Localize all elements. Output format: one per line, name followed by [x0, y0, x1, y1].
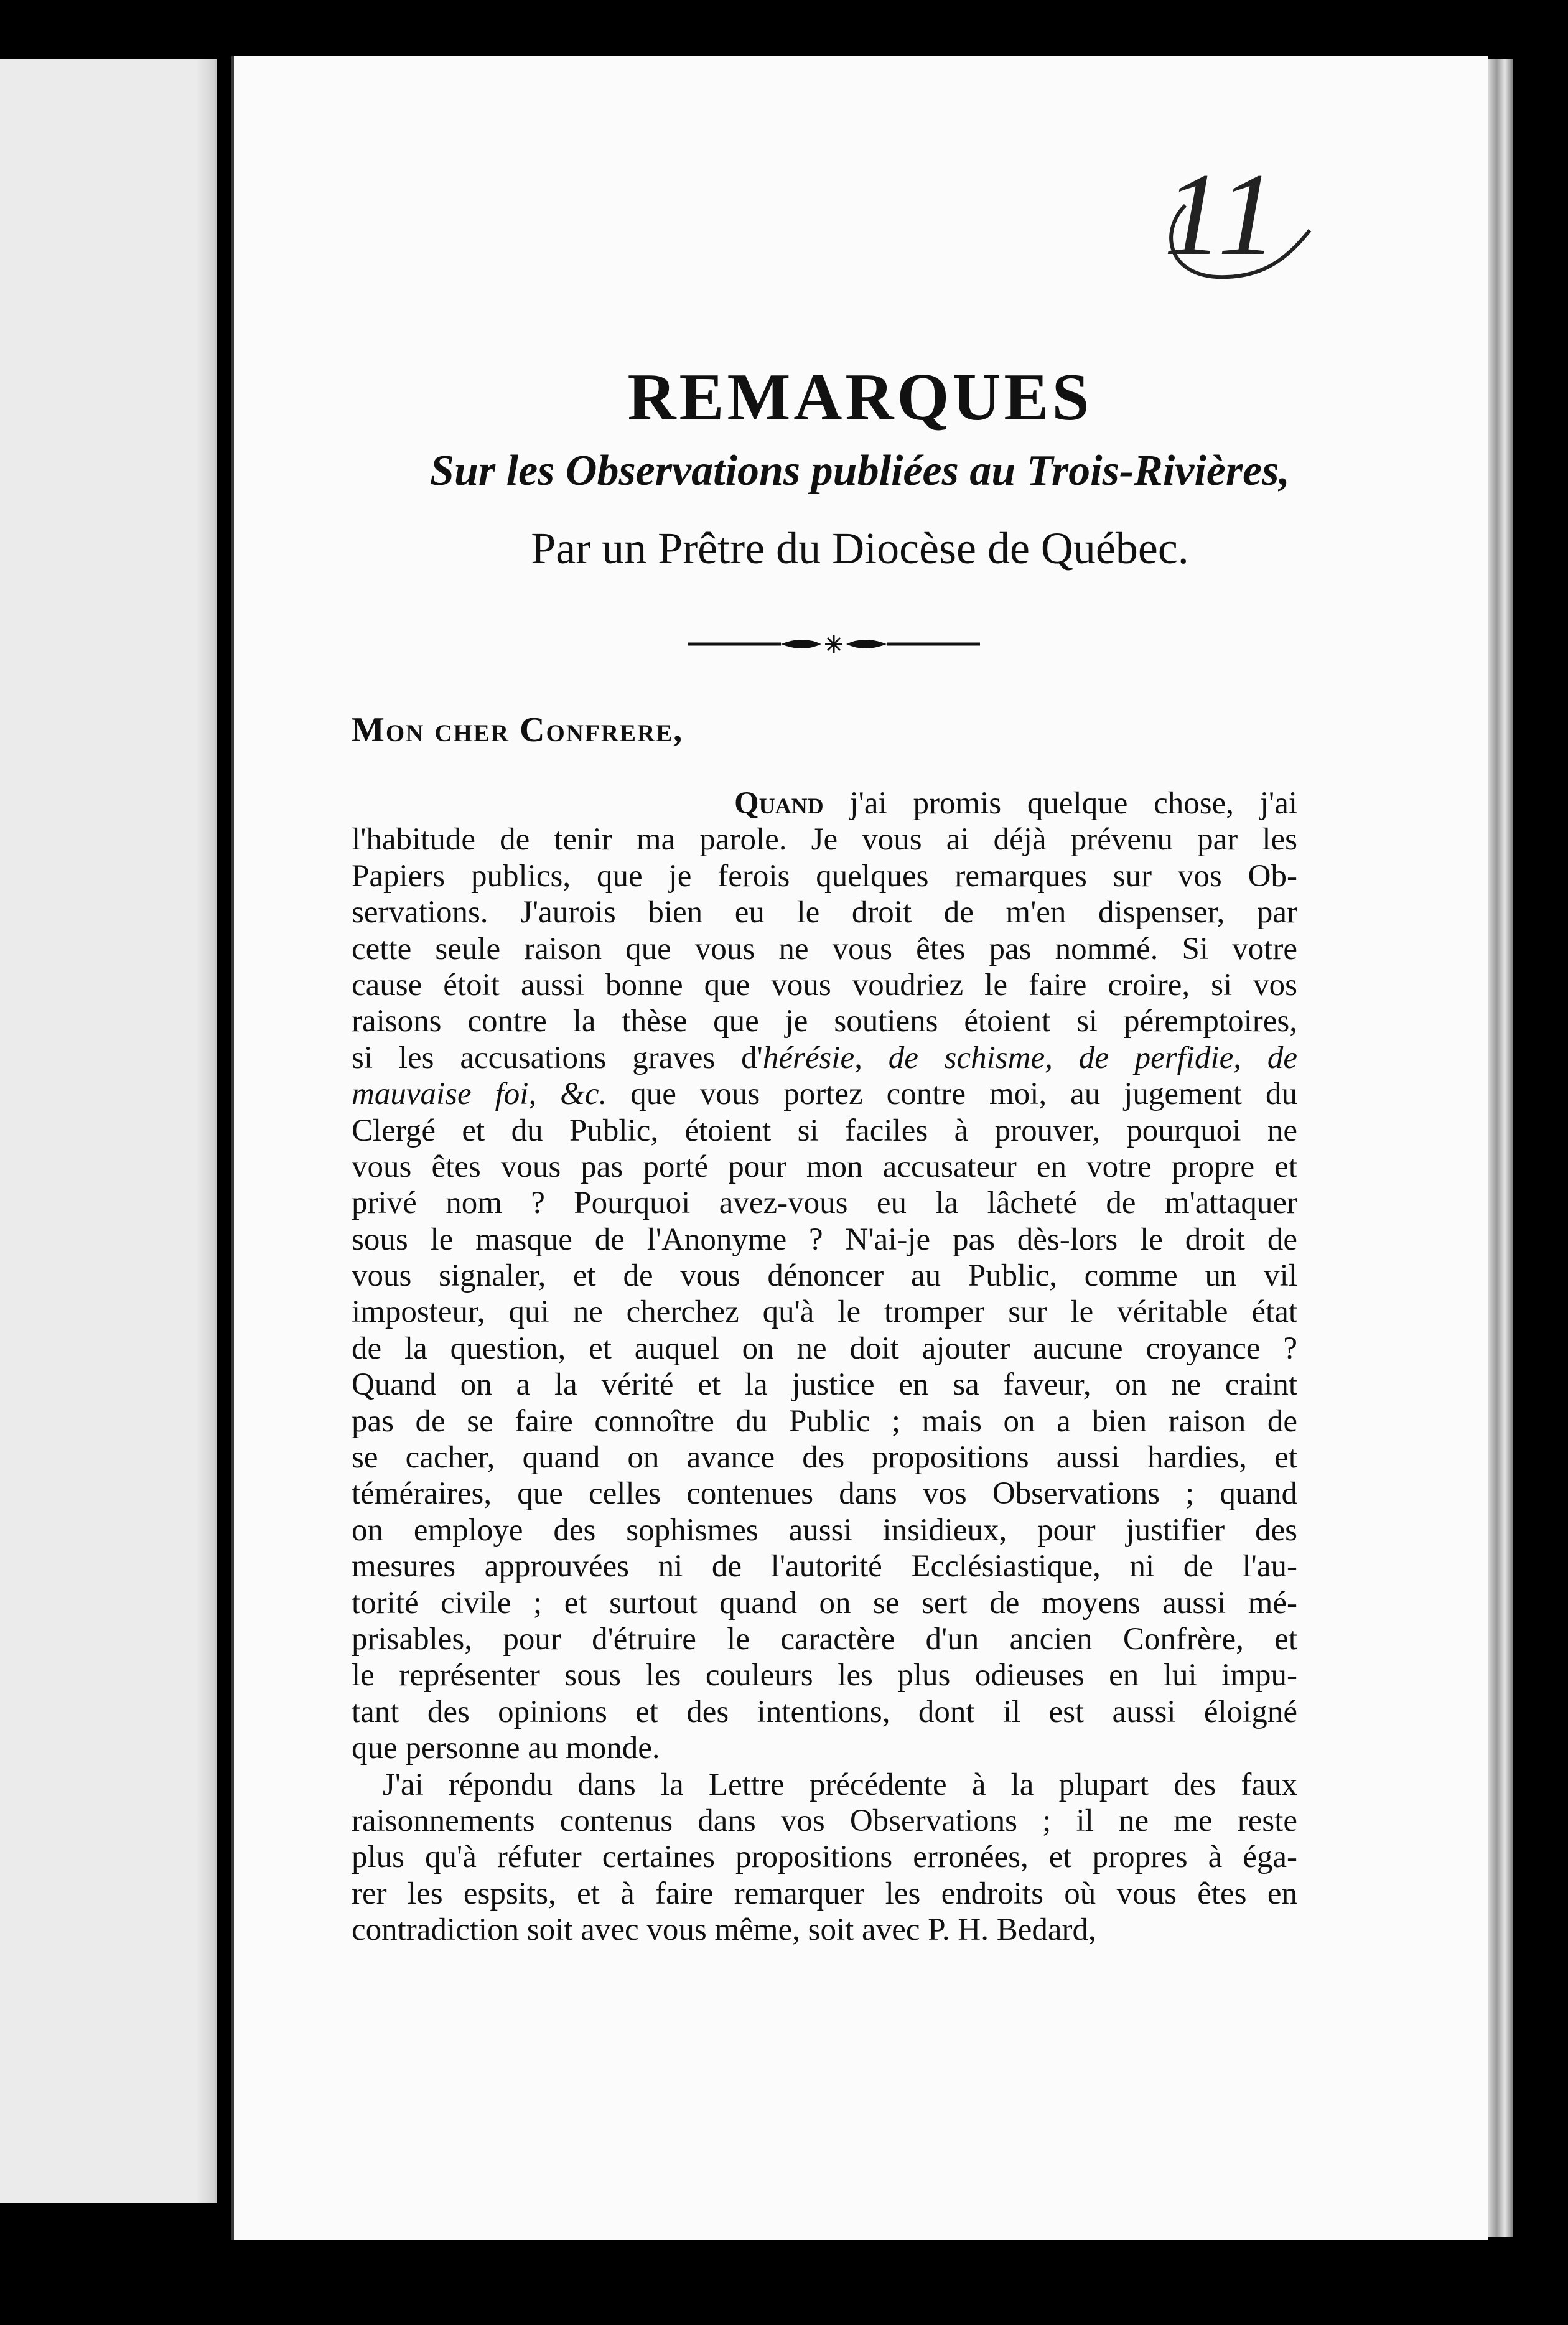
- text-run: cause étoit aussi bonne que vous voudriez le faire croire, si vos: [352, 967, 1297, 1003]
- text-line: [352, 1439, 1297, 1476]
- text-run: vous signaler, et de vous dénoncer au Public, comme un vil: [352, 1258, 1297, 1294]
- body-text: [352, 785, 1297, 1948]
- salutation: Mon cher Confrere,: [352, 711, 684, 749]
- italic-text: mauvaise foi, &c.: [352, 1077, 607, 1112]
- text-run: mesures approuvées ni de l'autorité Ecclésiastique, ni de l'au-: [352, 1549, 1297, 1584]
- text-run: on employe des sophismes aussi insidieux, pour justifier des: [352, 1512, 1297, 1548]
- text-line: [352, 1403, 1297, 1439]
- text-run: torité civile ; et surtout quand on se sert de moyens aussi mé-: [352, 1585, 1297, 1621]
- italic-text: hérésie, de schisme, de perfidie, de: [762, 1040, 1297, 1075]
- text-run: se cacher, quand on avance des propositions aussi hardies, et: [352, 1440, 1297, 1476]
- text-line: [352, 894, 1297, 930]
- text-run: J'ai répondu dans la Lettre précédente à la plupart des faux: [383, 1767, 1297, 1802]
- text-run: j'ai promis quelque chose, j'ai: [823, 786, 1297, 821]
- text-line: [352, 1331, 1297, 1367]
- author-byline: Par un Prêtre du Diocèse de Québec.: [531, 523, 1189, 573]
- text-run: téméraires, que celles contenues dans vos Observations ; quand: [352, 1476, 1297, 1512]
- text-run: si les accusations graves d': [352, 1040, 763, 1075]
- text-line: [352, 1476, 1297, 1512]
- text-run: raisons contre la thèse que je soutiens étoient si péremptoires,: [352, 1004, 1297, 1039]
- text-line: [352, 1512, 1297, 1548]
- small-caps-text: Quand: [734, 786, 824, 821]
- text-line: [352, 1839, 1297, 1875]
- text-run: prisables, pour d'étruire le caractère d'un ancien Confrère, et: [352, 1621, 1297, 1657]
- text-run: l'habitude de tenir ma parole. Je vous ai déjà prévenu par les: [352, 822, 1297, 858]
- page-title: REMARQUES: [627, 360, 1093, 434]
- text-line: [352, 931, 1297, 967]
- text-line: [352, 1803, 1297, 1839]
- folio-bracket-mark: [1160, 193, 1322, 286]
- text-line: [352, 1730, 1297, 1766]
- text-line: [352, 785, 1297, 821]
- text-run: Quand on a la vérité et la justice en sa faveur, on ne craint: [352, 1367, 1297, 1403]
- facing-page: [0, 59, 217, 2203]
- text-run: servations. J'aurois bien eu le droit de m'en dispenser, par: [352, 895, 1297, 930]
- text-run: vous êtes vous pas porté pour mon accusateur en votre propre et: [352, 1149, 1297, 1184]
- text-line: [352, 1876, 1297, 1912]
- text-line: [352, 1040, 1297, 1076]
- text-line: [352, 858, 1297, 894]
- text-line: [352, 1367, 1297, 1403]
- text-line: [352, 1258, 1297, 1294]
- text-line: [352, 821, 1297, 858]
- text-line: [352, 1912, 1297, 1948]
- text-run: le représenter sous les couleurs les plus odieuses en lui impu-: [352, 1658, 1297, 1693]
- ornament-divider: [688, 632, 980, 657]
- text-line: [352, 1222, 1297, 1258]
- text-line: [352, 1621, 1297, 1657]
- text-line: [352, 1657, 1297, 1693]
- text-line: [352, 1185, 1297, 1221]
- text-line: [352, 1767, 1297, 1803]
- text-run: tant des opinions et des intentions, dont il est aussi éloigné: [352, 1694, 1297, 1729]
- page-edge: [1488, 59, 1513, 2237]
- text-line: [352, 1294, 1297, 1330]
- text-run: privé nom ? Pourquoi avez-vous eu la lâcheté de m'attaquer: [352, 1186, 1297, 1221]
- text-run: Clergé et du Public, étoient si faciles à prouver, pourquoi ne: [352, 1113, 1297, 1148]
- text-run: contradiction soit avec vous même, soit avec P. H. Bedard,: [352, 1912, 1096, 1948]
- text-run: Papiers publics, que je ferois quelques remarques sur vos Ob-: [352, 858, 1297, 894]
- text-line: [352, 1003, 1297, 1039]
- text-line: [352, 1585, 1297, 1621]
- text-line: [352, 1548, 1297, 1584]
- page-subtitle: Sur les Observations publiées au Trois-Rivières,: [430, 447, 1290, 495]
- text-run: rer les espsits, et à faire remarquer les endroits où vous êtes en: [352, 1876, 1297, 1911]
- text-run: raisonnements contenus dans vos Observations ; il ne me reste: [352, 1803, 1297, 1838]
- text-run: cette seule raison que vous ne vous êtes pas nommé. Si votre: [352, 931, 1297, 966]
- text-run: que personne au monde.: [352, 1731, 660, 1766]
- text-line: [352, 1113, 1297, 1149]
- text-line: [352, 1076, 1297, 1112]
- page-fold: [196, 59, 215, 2203]
- text-run: pas de se faire connoître du Public ; mais on a bien raison de: [352, 1403, 1297, 1439]
- folio-mark: 11: [1164, 149, 1281, 280]
- text-line: [352, 1149, 1297, 1185]
- text-run: plus qu'à réfuter certaines propositions erronées, et propres à éga-: [352, 1840, 1297, 1875]
- text-line: [352, 1694, 1297, 1730]
- text-run: de la question, et auquel on ne doit ajouter aucune croyance ?: [352, 1331, 1297, 1366]
- text-line: [352, 967, 1297, 1003]
- text-run: que vous portez contre moi, au jugement du: [607, 1077, 1297, 1112]
- text-run: imposteur, qui ne cherchez qu'à le tromper sur le véritable état: [352, 1294, 1297, 1330]
- text-run: sous le masque de l'Anonyme ? N'ai-je pas dès-lors le droit de: [352, 1222, 1297, 1257]
